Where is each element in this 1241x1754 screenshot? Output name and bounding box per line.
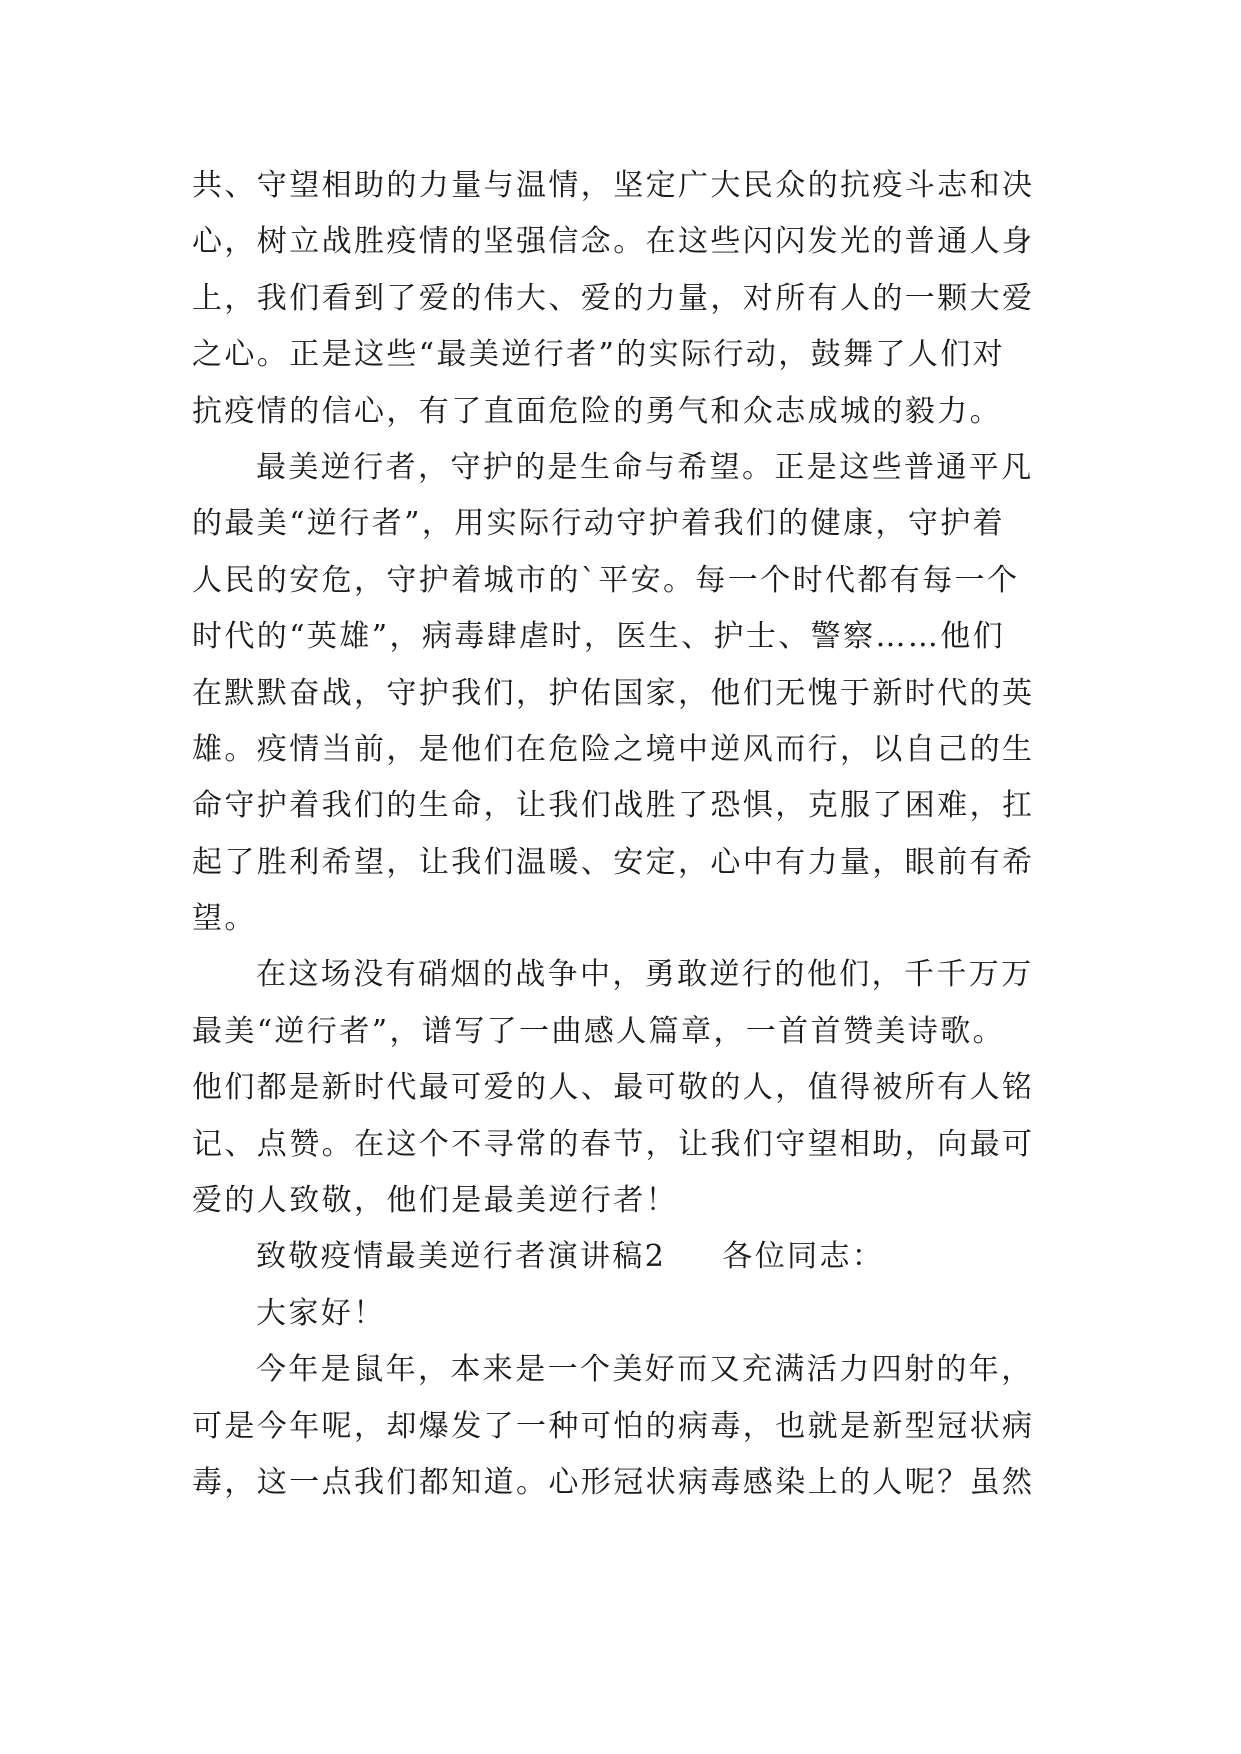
text-line: 命守护着我们的生命，让我们战胜了恐惧，克服了困难，扛	[192, 788, 1035, 824]
text-line: 共、守望相助的力量与温情，坚定广大民众的抗疫斗志和决	[192, 168, 1035, 203]
text-line: 心，树立战胜疫情的坚强信念。在这些闪闪发光的普通人身	[192, 224, 1035, 260]
text-line: 的最美“逆行者”，用实际行动守护着我们的健康，守护着	[192, 506, 1006, 542]
document-body	[192, 158, 1054, 1511]
text-line: 最美逆行者，守护的是生命与希望。正是这些普通平凡	[256, 449, 1034, 485]
text-line: 在这场没有硝烟的战争中，勇敢逆行的他们，千千万万	[256, 957, 1034, 993]
speech-heading-line	[192, 1229, 1054, 1285]
text-line: 雄。疫情当前，是他们在危险之境中逆风而行，以自己的生	[192, 731, 1035, 767]
text-line: 毒，这一点我们都知道。心形冠状病毒感染上的人呢？虽然	[192, 1464, 1035, 1500]
salutation: 各位同志：	[722, 1239, 885, 1275]
text-line: 可是今年呢，却爆发了一种可怕的病毒，也就是新型冠状病	[192, 1408, 1035, 1444]
text-line: 之心。正是这些“最美逆行者”的实际行动，鼓舞了人们对	[192, 337, 1006, 373]
text-line: 上，我们看到了爱的伟大、爱的力量，对所有人的一颗大爱	[192, 280, 1035, 316]
text-line: 起了胜利希望，让我们温暖、安定，心中有力量，眼前有希	[192, 844, 1035, 880]
text-line: 爱的人致敬，他们是最美逆行者！	[192, 1183, 678, 1219]
text-line: 抗疫情的信心，有了直面危险的勇气和众志成城的毅力。	[192, 393, 1002, 429]
speech-title: 致敬疫情最美逆行者演讲稿2	[256, 1239, 667, 1275]
text-line: 在默默奋战，守护我们，护佑国家，他们无愧于新时代的英	[192, 675, 1035, 711]
text-line: 最美“逆行者”，谱写了一曲感人篇章，一首首赞美诗歌。	[192, 1013, 1006, 1049]
greeting: 大家好！	[256, 1295, 386, 1331]
text-line: 人民的安危，守护着城市的`平安。每一个时代都有每一个	[192, 562, 1020, 598]
text-line: 望。	[192, 901, 257, 937]
text-line: 时代的“英雄”，病毒肆虐时，医生、护士、警察……他们	[192, 619, 1006, 655]
text-line: 今年是鼠年，本来是一个美好而又充满活力四射的年，	[256, 1352, 1034, 1388]
text-line: 他们都是新时代最可爱的人、最可敬的人，值得被所有人铭	[192, 1070, 1035, 1106]
text-line: 记、点赞。在这个不寻常的春节，让我们守望相助，向最可	[192, 1126, 1035, 1162]
